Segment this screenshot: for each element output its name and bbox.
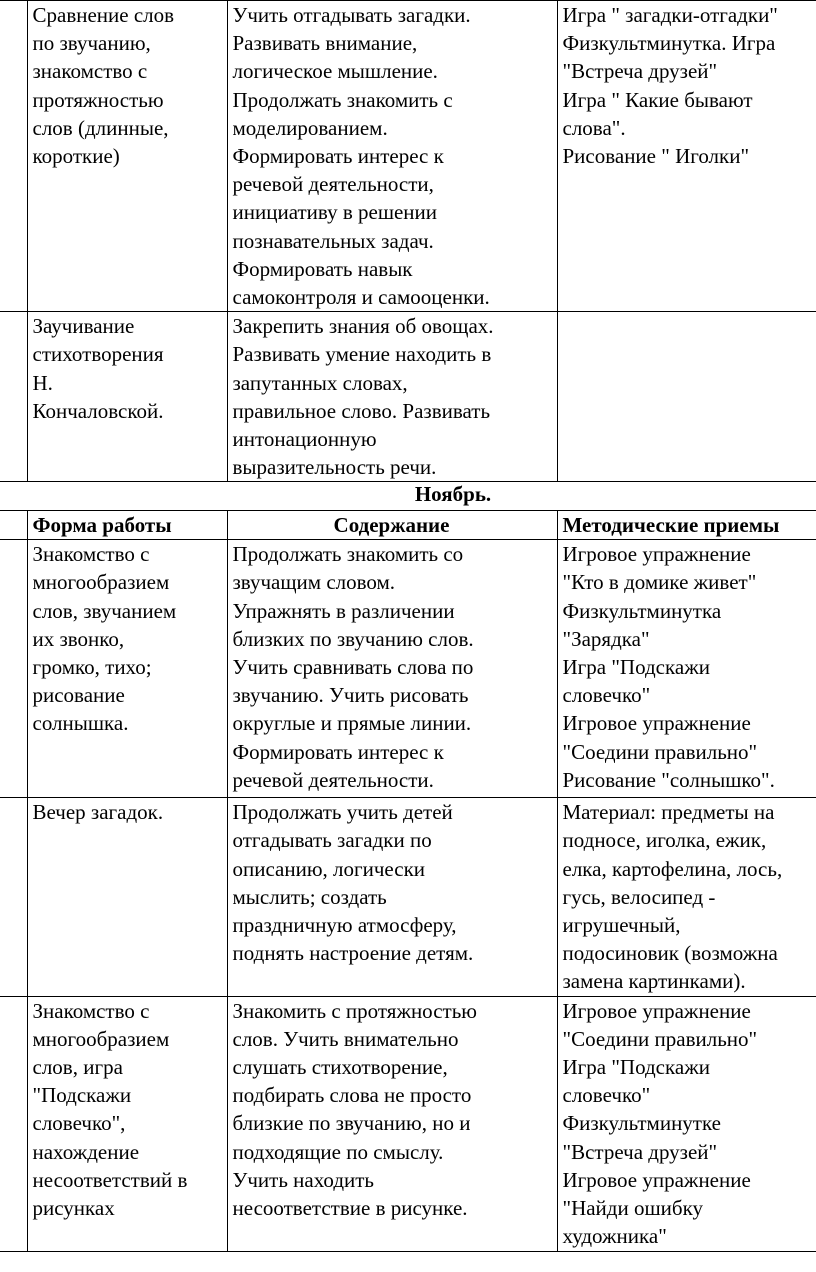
text-line: Игра " Какие бывают [562, 87, 753, 112]
text-line: "Найди ошибку [562, 1196, 703, 1221]
text-line: речевой деятельности, [232, 172, 434, 197]
text-line: интонационную [232, 427, 377, 452]
text-line: словечко", [32, 1111, 126, 1136]
text-line: "Встреча друзей" [562, 59, 718, 84]
text-line: самоконтроля и самооценки. [232, 285, 490, 310]
text-line: поднять настроение детям. [232, 941, 474, 966]
text-line: Рисование "солнышко". [562, 767, 775, 792]
text-line: Учить сравнивать слова по [232, 655, 474, 680]
text-line: Знакомство с [32, 998, 150, 1023]
text-line: слов. Учить внимательно [232, 1026, 459, 1051]
text-line: Знакомить с протяжностью [232, 998, 477, 1023]
number-cell [0, 996, 27, 1251]
form-cell [27, 1, 227, 312]
text-line: "Зарядка" [562, 626, 650, 651]
text-line: короткие) [32, 144, 120, 169]
text-line: Продолжать учить детей [232, 800, 453, 825]
content-cell [227, 540, 557, 798]
text-line: солнышка. [32, 711, 129, 736]
text-line: слов, игра [32, 1055, 123, 1080]
text-line: гусь, велосипед - [562, 884, 716, 909]
text-line: Развивать внимание, [232, 31, 418, 56]
text-line: Кончаловской. [32, 398, 164, 423]
text-line: замена картинками). [562, 969, 746, 994]
text-line: выразительность речи. [232, 455, 437, 480]
text-line: подосиновик (возможна [562, 941, 778, 966]
text-line: близких по звучанию слов. [232, 626, 474, 651]
text-line: слов, звучанием [32, 598, 177, 623]
methods-cell [557, 1, 816, 312]
text-line: несоответствий в [32, 1167, 188, 1192]
text-line: Игровое упражнение [562, 1167, 751, 1192]
table-november [0, 480, 816, 1252]
text-line: словечко" [562, 683, 651, 708]
table-row [0, 540, 816, 798]
text-line: Физкультминутка [562, 598, 722, 623]
month-title: Ноябрь. [0, 480, 816, 511]
text-line: их звонко, [32, 626, 125, 651]
text-line: отгадывать загадки по [232, 828, 432, 853]
text-line: нахождение [32, 1139, 140, 1164]
text-line: Продолжать знакомить со [232, 542, 464, 567]
text-line: Игровое упражнение [562, 711, 751, 736]
text-line: подносе, иголка, ежик, [562, 828, 767, 853]
form-cell [27, 798, 227, 996]
text-line: описанию, логически [232, 856, 426, 881]
text-line: Формировать интерес к [232, 739, 444, 764]
month-title-row [0, 480, 816, 511]
methods-cell [557, 312, 816, 482]
form-cell [27, 540, 227, 798]
text-line: подходящие по смыслу. [232, 1139, 444, 1164]
text-line: Рисование " Иголки" [562, 144, 750, 169]
text-line: речевой деятельности. [232, 767, 434, 792]
text-line: "Подскажи [32, 1083, 132, 1108]
text-line: Учить отгадывать загадки. [232, 3, 471, 27]
table-row [0, 798, 816, 996]
text-line: праздничную атмосферу, [232, 913, 457, 938]
text-line: звучащим словом. [232, 570, 396, 595]
text-line: рисование [32, 683, 125, 708]
header-content: Содержание [227, 511, 557, 540]
table-row [0, 1, 816, 312]
text-line: логическое мышление. [232, 59, 438, 84]
text-line: протяжностью [32, 87, 164, 112]
text-line: близкие по звучанию, но и [232, 1111, 471, 1136]
text-line: округлые и прямые линии. [232, 711, 472, 736]
text-line: Сравнение слов [32, 3, 175, 27]
text-line: звучанию. Учить рисовать [232, 683, 469, 708]
text-line: многообразием [32, 1026, 170, 1051]
methods-cell [557, 798, 816, 996]
text-line: Физкультминутке [562, 1111, 721, 1136]
content-cell [227, 798, 557, 996]
text-line: рисунках [32, 1196, 115, 1221]
text-line: Упражнять в различении [232, 598, 455, 623]
text-line: Материал: предметы на [562, 800, 775, 825]
content-cell [227, 996, 557, 1251]
text-line: Н. [32, 370, 53, 395]
table-row [0, 996, 816, 1251]
number-cell [0, 798, 27, 996]
text-line: Игровое упражнение [562, 542, 751, 567]
table-header-row [0, 511, 816, 540]
text-line: запутанных словах, [232, 370, 408, 395]
text-line: слова". [562, 115, 626, 140]
header-form: Форма работы [27, 511, 227, 540]
text-line: подбирать слова не просто [232, 1083, 472, 1108]
content-cell [227, 312, 557, 482]
text-line: Развивать умение находить в [232, 342, 492, 367]
text-line: Учить находить [232, 1167, 375, 1192]
text-line: стихотворения [32, 342, 164, 367]
number-cell [0, 540, 27, 798]
text-line: елка, картофелина, лось, [562, 856, 783, 881]
text-line: правильное слово. Развивать [232, 398, 491, 423]
header-methods: Методические приемы [557, 511, 816, 540]
table-row [0, 312, 816, 482]
text-line: "Соедини правильно" [562, 1026, 758, 1051]
text-line: громко, тихо; [32, 655, 152, 680]
text-line: познавательных задач. [232, 228, 434, 253]
methods-cell [557, 996, 816, 1251]
text-line: мыслить; создать [232, 884, 387, 909]
text-line: слов (длинные, [32, 115, 169, 140]
text-line: Заучивание [32, 314, 135, 339]
number-cell [0, 1, 27, 312]
text-line: Игра " загадки-отгадки" [562, 3, 778, 27]
form-cell [27, 312, 227, 482]
text-line: "Встреча друзей" [562, 1139, 718, 1164]
text-line: Игра "Подскажи [562, 655, 710, 680]
text-line: игрушечный, [562, 913, 681, 938]
text-line: несоответствие в рисунке. [232, 1196, 468, 1221]
content-cell [227, 1, 557, 312]
number-cell [0, 312, 27, 482]
methods-cell [557, 540, 816, 798]
text-line: моделированием. [232, 115, 388, 140]
header-number-cell [0, 511, 27, 540]
table-october-continued [0, 0, 816, 482]
text-line: по звучанию, [32, 31, 151, 56]
text-line: Формировать интерес к [232, 144, 444, 169]
text-line: Физкультминутка. Игра [562, 31, 776, 56]
text-line: Игровое упражнение [562, 998, 751, 1023]
text-line: слушать стихотворение, [232, 1055, 448, 1080]
text-line: Продолжать знакомить с [232, 87, 453, 112]
text-line: Игра "Подскажи [562, 1055, 710, 1080]
text-line: Закрепить знания об овощах. [232, 314, 494, 339]
text-line: Вечер загадок. [32, 800, 164, 825]
form-cell [27, 996, 227, 1251]
text-line: художника" [562, 1224, 667, 1249]
text-line: многообразием [32, 570, 170, 595]
text-line: инициативу в решении [232, 200, 438, 225]
text-line: Формировать навык [232, 256, 413, 281]
text-line: "Кто в домике живет" [562, 570, 757, 595]
text-line: "Соедини правильно" [562, 739, 758, 764]
text-line: словечко" [562, 1083, 651, 1108]
text-line: Знакомство с [32, 542, 150, 567]
text-line: знакомство с [32, 59, 148, 84]
